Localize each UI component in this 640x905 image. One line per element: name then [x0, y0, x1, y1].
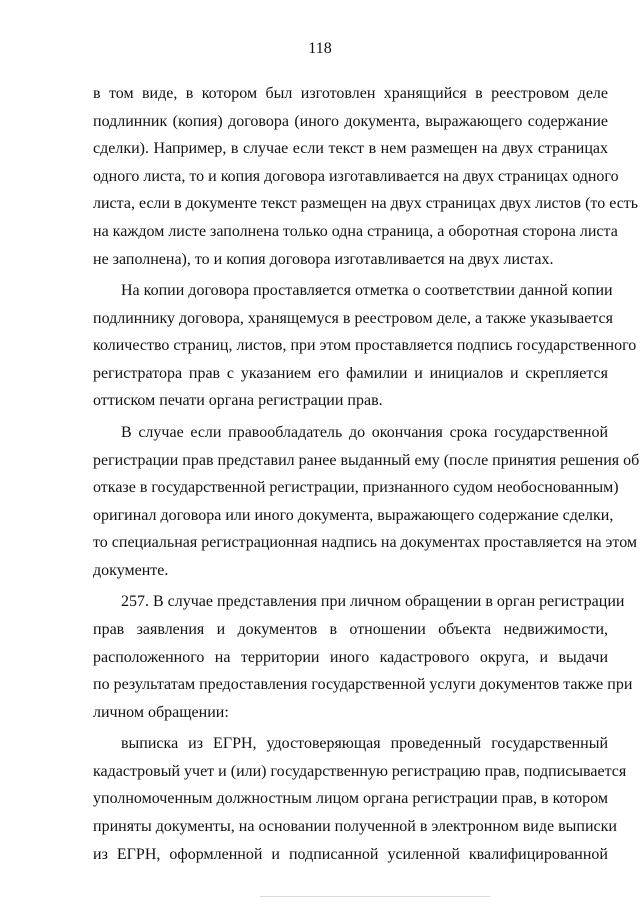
text-line: уполномоченным должностным лицом органа регистрации прав, в котором	[93, 790, 608, 808]
text-line: регистрации прав представил ранее выданный ему (после принятия решения об	[93, 451, 640, 469]
text-line: кадастровый учет и (или) государственную регистрацию прав, подписывается	[93, 762, 627, 780]
text-line: оттиском печати органа регистрации прав.	[93, 392, 383, 410]
page-number: 118	[308, 40, 332, 57]
paragraph-copy-mark	[93, 277, 637, 415]
text-line: на каждом листе заполнена только одна страница, а оборотная сторона листа	[93, 222, 618, 240]
text-line: подлиннику договора, хранящемуся в реестровом деле, а также указывается	[93, 309, 613, 327]
text-line: подлинник (копия) договора (иного документа, выражающего содержание	[93, 112, 608, 130]
text-line: по результатам предоставления государственной услуги документов также при	[93, 676, 633, 694]
text-line: в том виде, в котором был изготовлен хранящийся в реестровом деле	[93, 85, 608, 102]
text-line: документе.	[93, 561, 169, 579]
text-line: одного листа, то и копия договора изготавливается на двух страницах одного	[93, 167, 619, 185]
text-line: сделки). Например, в случае если текст в нем размещен на двух страницах	[93, 140, 608, 158]
text-line: оригинал договора или иного документа, выражающего содержание сделки,	[93, 506, 614, 524]
paragraph-egrn-extract	[93, 730, 627, 868]
paragraph-item-257	[93, 588, 633, 726]
text-line: отказе в государственной регистрации, признанного судом необоснованным)	[93, 479, 619, 497]
text-line: из ЕГРН, оформленной и подписанной усиленной квалифицированной	[93, 845, 608, 863]
document-body	[93, 80, 640, 872]
text-line: В случае если правообладатель до окончания срока государственной	[121, 423, 608, 441]
text-line: 257. В случае представления при личном обращении в орган регистрации	[121, 593, 625, 611]
text-line: расположенного на территории иного кадастрового округа, и выдачи	[93, 648, 608, 666]
paragraph-original-document	[93, 419, 640, 585]
text-line: На копии договора проставляется отметка о соответствии данной копии	[121, 282, 613, 300]
text-line: выписка из ЕГРН, удостоверяющая проведенный государственный	[121, 735, 608, 753]
text-line: количество страниц, листов, при этом проставляется подпись государственного	[93, 337, 637, 355]
text-line: регистратора прав с указанием его фамилии и инициалов и скрепляется	[93, 364, 608, 382]
text-line: прав заявления и документов в отношении объекта недвижимости,	[93, 620, 608, 638]
text-line: то специальная регистрационная надпись на документах проставляется на этом	[93, 534, 638, 552]
text-line: приняты документы, на основании полученной в электронном виде выписки	[93, 818, 617, 835]
page-bottom-divider	[260, 896, 490, 897]
text-line: листа, если в документе текст размещен на двух страницах двух листов (то есть	[93, 195, 639, 213]
paragraph-continuation	[93, 80, 639, 273]
text-line: не заполнена), то и копия договора изготавливается на двух листах.	[93, 250, 554, 268]
text-line: личном обращении:	[93, 703, 229, 721]
